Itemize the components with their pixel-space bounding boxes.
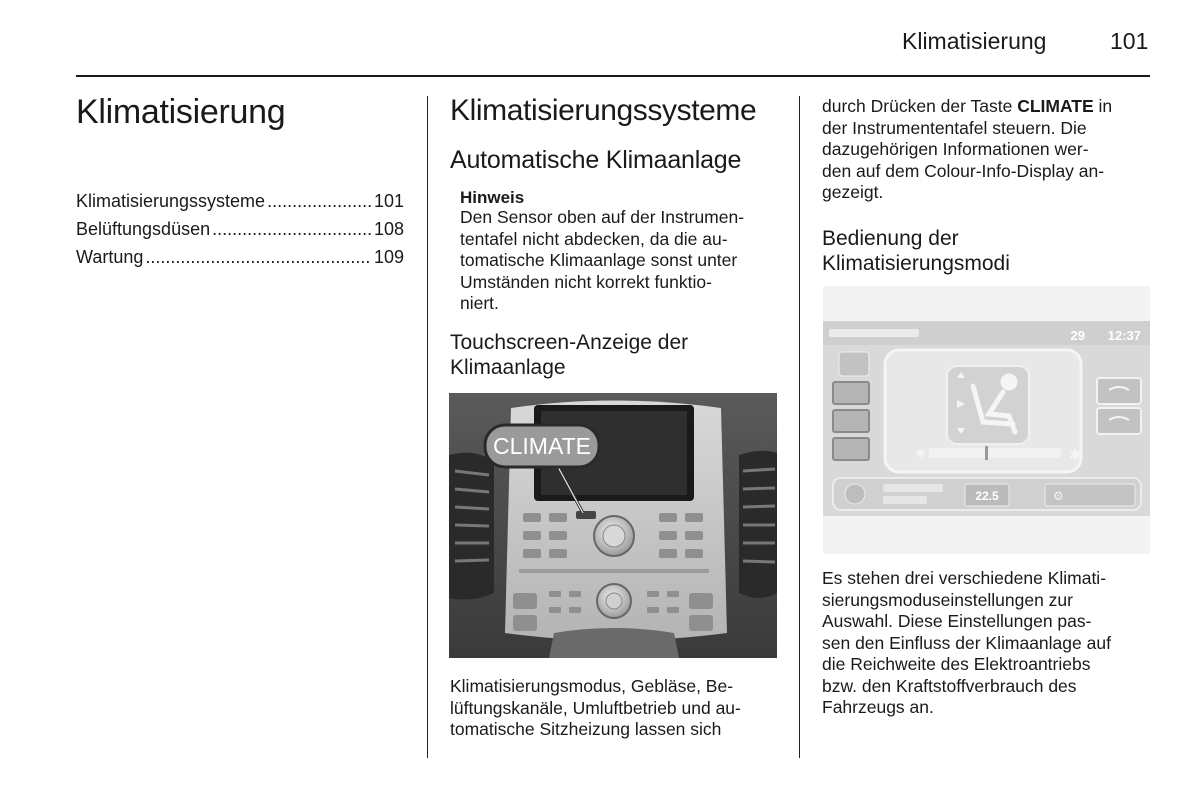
- note-text: [460, 207, 780, 315]
- text-line: Umständen nicht korrekt funktio-: [460, 271, 712, 292]
- climate-key-name: CLIMATE: [1017, 96, 1094, 116]
- chapter-title: Klimatisierung: [76, 93, 286, 131]
- text-line: tomatische Klimaanlage sonst unter: [460, 250, 738, 270]
- continued-paragraph: [822, 96, 1152, 204]
- text-line: tomatische Sitzheizung lassen sich: [450, 719, 722, 739]
- toc-entry-page: 109: [373, 247, 404, 267]
- power-button: [845, 484, 865, 504]
- toc-leader: [145, 246, 372, 268]
- section-heading: Klimatisierungssysteme: [450, 94, 757, 127]
- running-header-title: Klimatisierung: [902, 28, 1047, 54]
- toc-entry-label: Belüftungsdüsen: [76, 219, 211, 239]
- climate-button: [576, 511, 596, 519]
- bottom-label-line: [883, 496, 927, 504]
- header-rule: [76, 75, 1150, 77]
- toc-entry-label: Wartung: [76, 247, 144, 267]
- left-vent: [449, 453, 494, 600]
- heading-line: Klimaanlage: [450, 356, 566, 379]
- outside-temperature: 29: [1070, 328, 1085, 343]
- svg-text:✱: ✱: [1069, 446, 1082, 464]
- text-line: Klimatisierungsmodus, Gebläse, Be-: [450, 676, 734, 696]
- text-line: der Instrumententafel steuern. Die: [822, 117, 1087, 138]
- text-line: sen den Einfluss der Klimaanlage auf: [822, 632, 1111, 653]
- text-line: Auswahl. Diese Einstellungen pas-: [822, 611, 1092, 631]
- climate-callout-label: CLIMATE: [493, 433, 591, 459]
- text-segment: durch Drücken der Taste: [822, 96, 1018, 116]
- text-line: Es stehen drei verschiedene Klimati-: [822, 568, 1107, 588]
- clock: 12:37: [1107, 328, 1141, 343]
- upper-knob-center: [603, 525, 625, 547]
- lower-knob-center: [606, 593, 622, 609]
- text-line: die Reichweite des Elektroantriebs: [822, 654, 1091, 674]
- bottom-trim: [549, 628, 679, 658]
- subsection-heading: Automatische Klimaanlage: [450, 146, 742, 174]
- svg-text:✱: ✱: [915, 447, 926, 462]
- text-line: Fahrzeugs an.: [822, 697, 934, 717]
- column-divider-2: [799, 96, 800, 758]
- toc-leader: [212, 218, 372, 240]
- text-line: Den Sensor oben auf der Instrumen-: [460, 207, 745, 227]
- body-paragraph: [822, 568, 1152, 719]
- text-line: gezeigt.: [822, 182, 884, 202]
- text-line: niert.: [460, 293, 499, 313]
- screen-title-text: [829, 329, 919, 337]
- column-divider-1: [427, 96, 428, 758]
- text-line: bzw. den Kraftstoffverbrauch des: [822, 675, 1077, 696]
- text-segment: in: [1093, 96, 1113, 116]
- heading-line: Klimatisierungsmodi: [822, 252, 1010, 275]
- chrome-strip: [519, 569, 709, 573]
- toc-entry-page: 101: [373, 191, 404, 211]
- climate-screen-figure: [823, 286, 1150, 554]
- toc-entry[interactable]: [76, 218, 404, 240]
- touchscreen-heading: [450, 330, 780, 380]
- text-line: den auf dem Colour-Info-Display an-: [822, 160, 1105, 181]
- toc-entry-label: Klimatisierungssysteme: [76, 191, 266, 211]
- text-line: sierungsmoduseinstellungen zur: [822, 589, 1073, 610]
- body-paragraph: [450, 676, 780, 741]
- heading-line: Bedienung der: [822, 227, 959, 250]
- toc-entry-page: 108: [373, 219, 404, 239]
- text-line: dazugehörigen Informationen wer-: [822, 139, 1089, 159]
- toc-entry[interactable]: [76, 246, 404, 268]
- modes-heading: [822, 226, 1010, 276]
- gear-icon: ⚙: [1053, 489, 1064, 503]
- toc-leader: [267, 190, 372, 212]
- dashboard-figure: [449, 393, 777, 658]
- page-number: 101: [1110, 28, 1149, 54]
- note-label: Hinweis: [460, 188, 525, 207]
- bottom-label-line: [883, 484, 943, 492]
- text-line: lüftungskanäle, Umluftbetrieb und au-: [450, 697, 741, 718]
- heading-line: Touchscreen-Anzeige der: [450, 331, 689, 354]
- toc-entry[interactable]: [76, 190, 404, 212]
- text-line: tentafel nicht abdecken, da die au-: [460, 228, 728, 249]
- set-temperature: 22.5: [975, 489, 999, 503]
- text-line: [822, 96, 1152, 118]
- right-vent: [739, 451, 777, 598]
